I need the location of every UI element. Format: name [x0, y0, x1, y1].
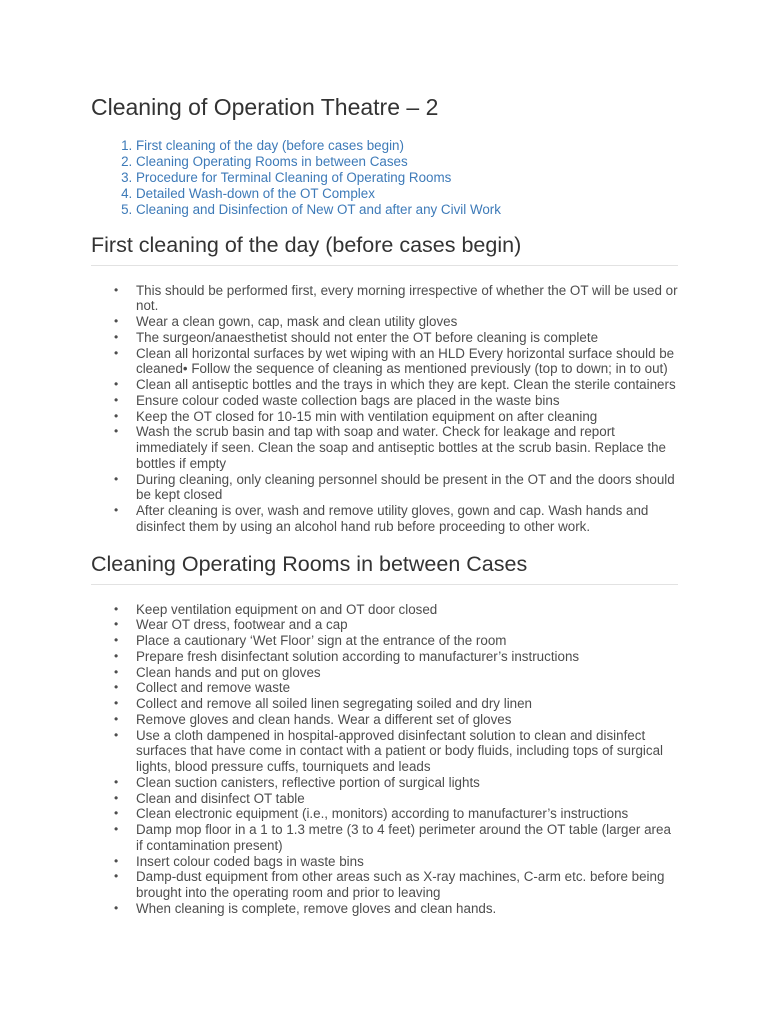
- list-item: • Clean electronic equipment (i.e., monitors) according to manufacturer’s instructions: [136, 806, 678, 822]
- list-item: • The surgeon/anaesthetist should not enter the OT before cleaning is complete: [136, 330, 678, 346]
- list-item: • After cleaning is over, wash and remove utility gloves, gown and cap. Wash hands and disinfect them by using an alcohol hand rub before proceeding to other work.: [136, 503, 678, 535]
- list-item: • Keep ventilation equipment on and OT door closed: [136, 602, 678, 618]
- list-item: • Wear OT dress, footwear and a cap: [136, 617, 678, 633]
- section-heading-between-cases: Cleaning Operating Rooms in between Cases: [91, 550, 678, 585]
- list-item: • Ensure colour coded waste collection bags are placed in the waste bins: [136, 393, 678, 409]
- list-item: • Place a cautionary ‘Wet Floor’ sign at the entrance of the room: [136, 633, 678, 649]
- list-item: • Wear a clean gown, cap, mask and clean utility gloves: [136, 314, 678, 330]
- toc-link-label[interactable]: First cleaning of the day (before cases begin): [136, 138, 404, 153]
- toc-link-new-ot[interactable]: [136, 202, 678, 218]
- table-of-contents: [91, 138, 678, 218]
- toc-link-between-cases[interactable]: [136, 154, 678, 170]
- page-title: Cleaning of Operation Theatre – 2: [91, 94, 439, 120]
- list-item: • Clean and disinfect OT table: [136, 791, 678, 807]
- list-item: • Prepare fresh disinfectant solution according to manufacturer’s instructions: [136, 649, 678, 665]
- between-cases-list: [91, 602, 678, 917]
- toc-link-label[interactable]: Detailed Wash-down of the OT Complex: [136, 185, 375, 201]
- first-cleaning-list: [91, 283, 678, 535]
- list-item: • Collect and remove waste: [136, 680, 678, 696]
- toc-link-first-cleaning[interactable]: [136, 138, 678, 154]
- list-item: • Clean hands and put on gloves: [136, 665, 678, 681]
- list-item: • Collect and remove all soiled linen segregating soiled and dry linen: [136, 696, 678, 712]
- list-item: • During cleaning, only cleaning personnel should be present in the OT and the doors should be kept closed: [136, 472, 678, 504]
- toc-link-wash-down[interactable]: [136, 186, 678, 202]
- list-item: • Clean all antiseptic bottles and the trays in which they are kept. Clean the sterile containers: [136, 377, 678, 393]
- list-item: • This should be performed first, every morning irrespective of whether the OT will be used or not.: [136, 283, 678, 315]
- list-item: • Insert colour coded bags in waste bins: [136, 854, 678, 870]
- toc-link-label[interactable]: Cleaning and Disinfection of New OT and after any Civil Work: [136, 201, 501, 217]
- list-item: • Clean suction canisters, reflective portion of surgical lights: [136, 775, 678, 791]
- toc-link-terminal-cleaning[interactable]: [136, 170, 678, 186]
- list-item: • Wash the scrub basin and tap with soap and water. Check for leakage and report immediately if seen. Clean the soap and antiseptic bottles at the scrub basin. Replace the bottles if empty: [136, 424, 678, 471]
- list-item: • Clean all horizontal surfaces by wet wiping with an HLD Every horizontal surface should be cleaned• Follow the sequence of cleaning as mentioned previously (top to down; in to out): [136, 346, 678, 378]
- list-item: • When cleaning is complete, remove gloves and clean hands.: [136, 901, 678, 917]
- toc-link-label[interactable]: Procedure for Terminal Cleaning of Operating Rooms: [136, 169, 452, 185]
- list-item: • Damp-dust equipment from other areas such as X-ray machines, C-arm etc. before being brought into the operating room and prior to leaving: [136, 869, 678, 901]
- list-item: • Keep the OT closed for 10-15 min with ventilation equipment on after cleaning: [136, 409, 678, 425]
- list-item: • Remove gloves and clean hands. Wear a different set of gloves: [136, 712, 678, 728]
- toc-link-label[interactable]: Cleaning Operating Rooms in between Cases: [136, 153, 408, 169]
- list-item: • Use a cloth dampened in hospital-approved disinfectant solution to clean and disinfect surfaces that have come in contact with a patient or body fluids, including tops of surgical lights, blood pressure cuffs, tourniquets and leads: [136, 728, 678, 775]
- section-heading-first-cleaning: First cleaning of the day (before cases begin): [91, 231, 678, 266]
- list-item: • Damp mop floor in a 1 to 1.3 metre (3 to 4 feet) perimeter around the OT table (larger area if contamination present): [136, 822, 678, 854]
